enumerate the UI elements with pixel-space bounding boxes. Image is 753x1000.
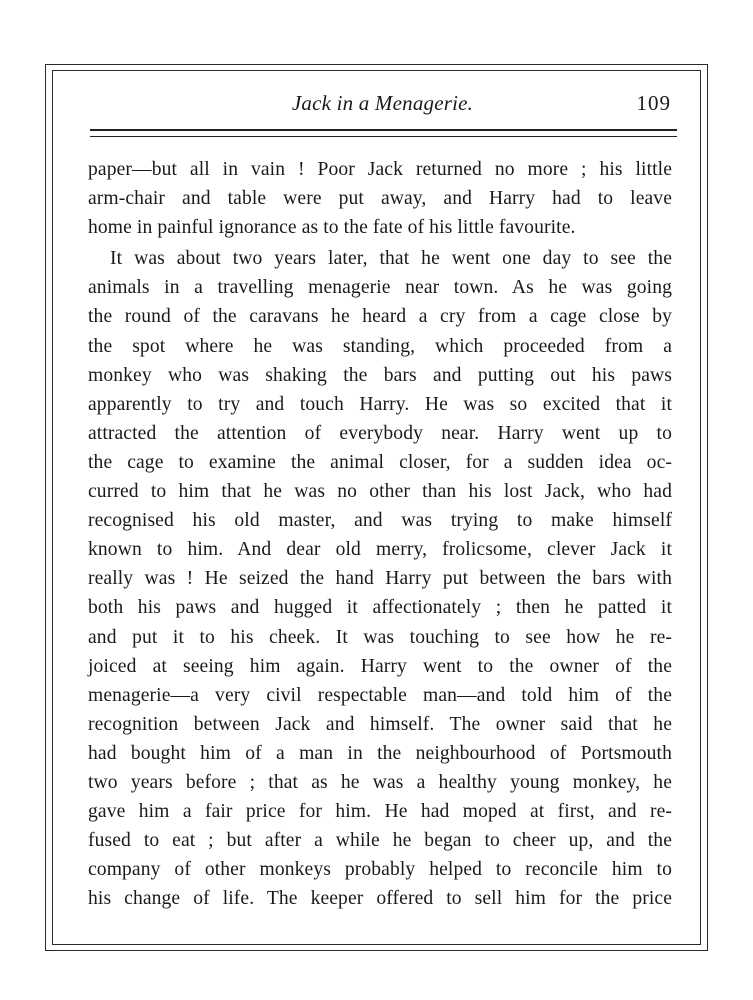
header-rule-thin — [90, 136, 677, 137]
text-line: curred to him that he was no other than his lost Jack, who had — [88, 481, 672, 503]
text-line: monkey who was shaking the bars and putting out his paws — [88, 364, 672, 386]
text-line: gave him a fair price for him. He had moped at first, and re- — [88, 801, 672, 823]
text-line: had bought him of a man in the neighbourhood of Portsmouth — [88, 742, 672, 764]
text-line: the round of the caravans he heard a cry from a cage close by — [88, 306, 672, 328]
text-line: attracted the attention of everybody near. Harry went up to — [88, 422, 672, 444]
text-line: known to him. And dear old merry, frolicsome, clever Jack it — [88, 539, 672, 561]
text-line: the spot where he was standing, which proceeded from a — [88, 335, 672, 357]
text-line: animals in a travelling menagerie near town. As he was going — [88, 277, 672, 299]
text-line: company of other monkeys probably helped to reconcile him to — [88, 859, 672, 881]
text-line: the cage to examine the animal closer, for a sudden idea oc- — [88, 451, 672, 473]
text-line: fused to eat ; but after a while he began to cheer up, and the — [88, 830, 672, 852]
text-line: recognised his old master, and was trying to make himself — [88, 510, 672, 532]
text-line: and put it to his cheek. It was touching to see how he re- — [88, 626, 672, 648]
text-line: two years before ; that as he was a healthy young monkey, he — [88, 771, 672, 793]
text-line: joiced at seeing him again. Harry went to the owner of the — [88, 655, 672, 677]
page-number: 109 — [636, 91, 671, 115]
text-line: his change of life. The keeper offered to sell him for the price — [88, 888, 672, 910]
text-line: arm-chair and table were put away, and Harry had to leave — [88, 188, 672, 210]
text-line: menagerie—a very civil respectable man—and told him of the — [88, 684, 672, 706]
text-line: paper—but all in vain ! Poor Jack returned no more ; his little — [88, 159, 672, 180]
text-line: It was about two years later, that he went one day to see the — [110, 248, 672, 270]
running-title: Jack in a Menagerie. — [291, 91, 474, 115]
text-line: really was ! He seized the hand Harry put between the bars with — [88, 568, 672, 590]
text-line: recognition between Jack and himself. The owner said that he — [88, 713, 672, 735]
text-line: home in painful ignorance as to the fate of his little favourite. — [88, 217, 576, 239]
text-line: apparently to try and touch Harry. He was so excited that it — [88, 393, 672, 415]
header-rule-thick — [90, 129, 677, 131]
body-text — [88, 155, 672, 913]
text-line: both his paws and hugged it affectionately ; then he patted it — [88, 597, 672, 619]
running-head — [90, 86, 675, 122]
